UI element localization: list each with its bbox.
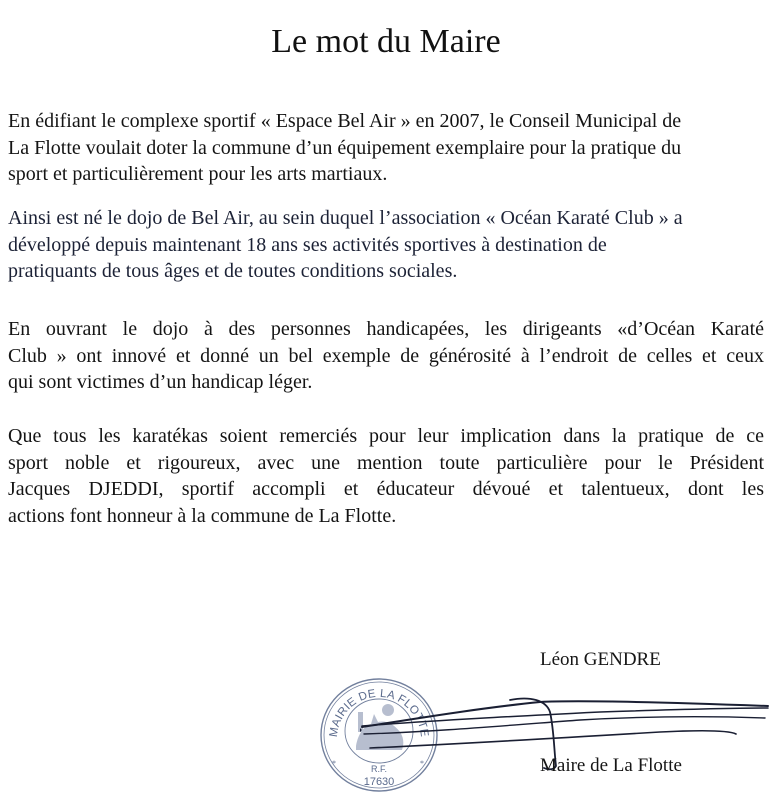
paragraph-handicap — [8, 316, 764, 396]
stamp-postal-code: 17630 — [363, 776, 395, 788]
text-line: Que tous les karatékas soient remerciés pour leur implication dans la pratique de ce — [8, 425, 764, 447]
text-line: Club » ont innové et donné un bel exemple de générosité à l’endroit de celles et ceux — [8, 344, 764, 367]
text-line: qui sont victimes d’un handicap léger. — [8, 371, 313, 394]
text-line: En édifiant le complexe sportif « Espace Bel Air » en 2007, le Conseil Municipal de — [8, 110, 682, 132]
text-line: Ainsi est né le dojo de Bel Air, au sein duquel l’association « Océan Karaté Club » a — [8, 207, 683, 229]
text-line: actions font honneur à la commune de La Flotte. — [8, 504, 397, 527]
svg-text:*: * — [420, 759, 424, 768]
svg-text:*: * — [332, 759, 336, 768]
text-line: Jacques DJEDDI, sportif accompli et éducateur dévoué et talentueux, dont les — [8, 478, 764, 501]
text-line: La Flotte voulait doter la commune d’un équipement exemplaire pour la pratique du — [8, 136, 682, 159]
paragraph-thanks — [8, 423, 764, 529]
signatory-name: Léon GENDRE — [540, 649, 661, 670]
text-line: sport et particulièrement pour les arts martiaux. — [8, 163, 388, 186]
paragraph-intro — [8, 108, 764, 188]
stamp-center-text: R.F. — [370, 764, 388, 774]
text-line: pratiquants de tous âges et de toutes conditions sociales. — [8, 260, 458, 283]
text-line: développé depuis maintenant 18 ans ses activités sportives à destination de — [8, 233, 607, 256]
stamp-ring-text: MAIRIE DE LA FLOTTE — [327, 687, 431, 738]
paragraph-dojo — [8, 205, 764, 285]
text-line: sport noble et rigoureux, avec une mention toute particulière pour le Président — [8, 451, 764, 474]
page-title: Le mot du Maire — [271, 23, 501, 60]
text-line: En ouvrant le dojo à des personnes handicapées, les dirigeants «d’Océan Karaté — [8, 318, 764, 340]
signatory-role: Maire de La Flotte — [540, 755, 682, 776]
